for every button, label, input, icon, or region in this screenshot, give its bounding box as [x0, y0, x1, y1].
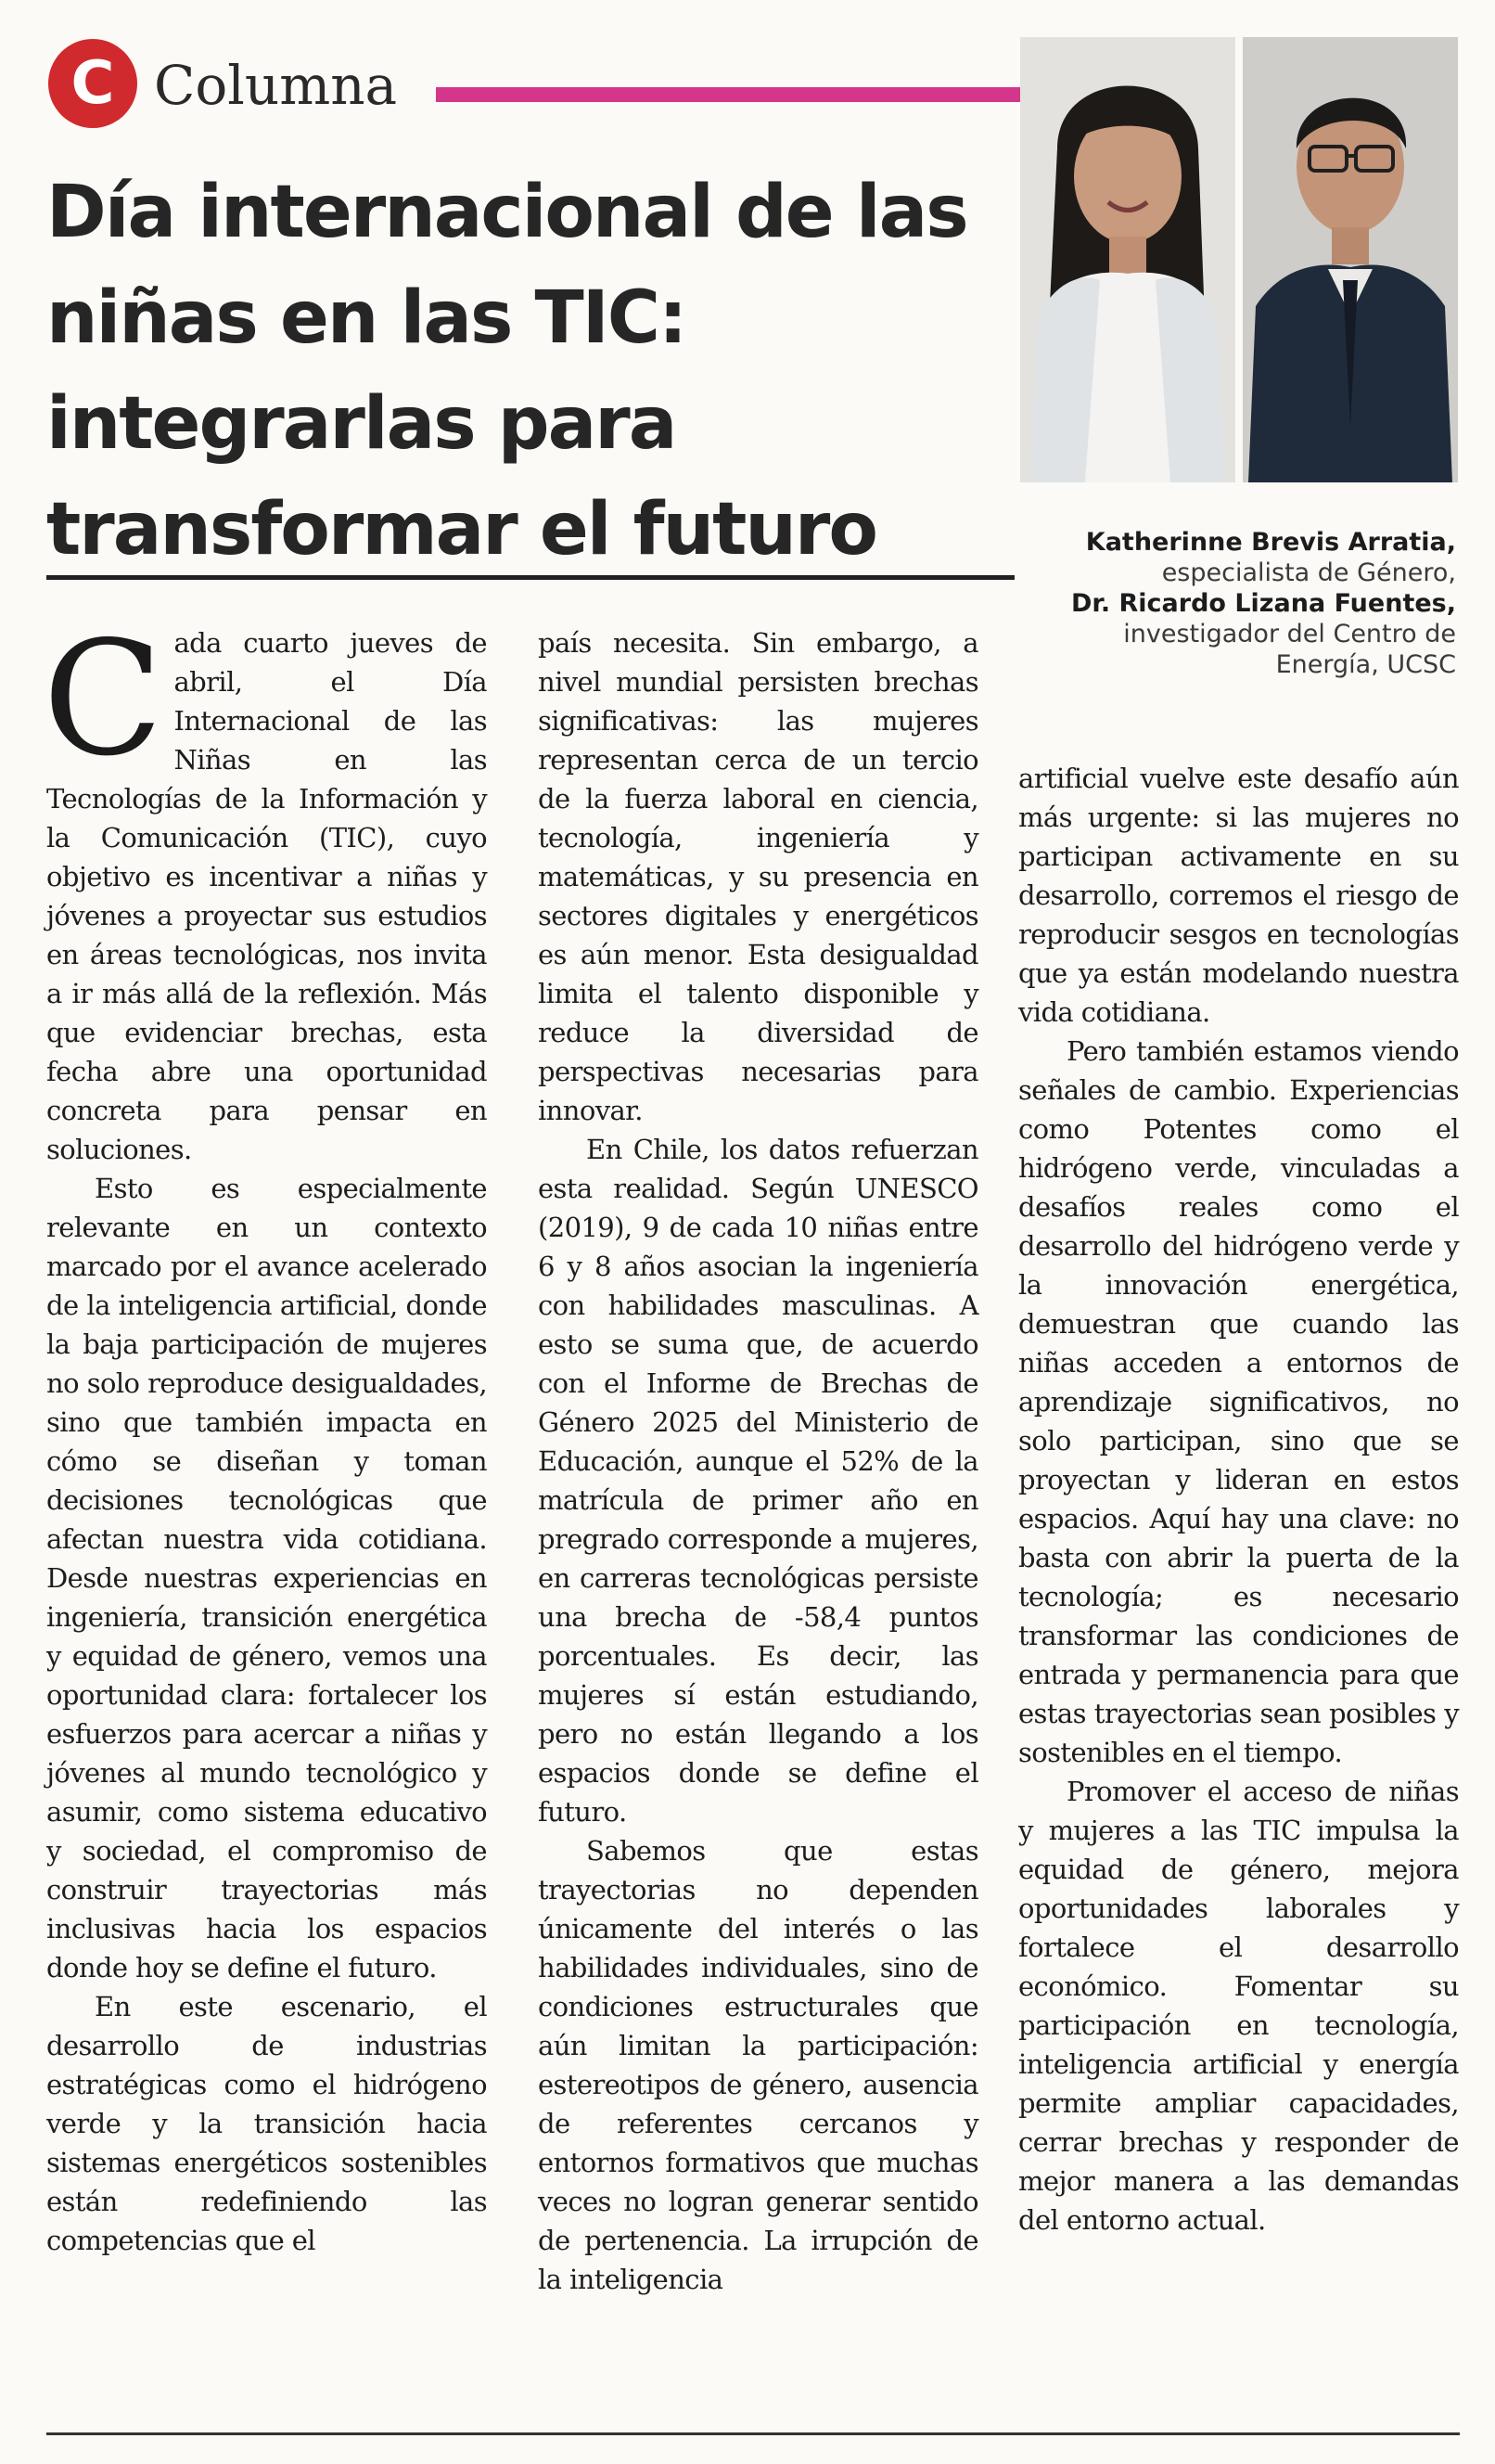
paragraph-2: Esto es especialmente relevante en un contexto marcado por el avance acelerado de la inteligencia artificial, donde la baja participación de mujeres no solo reproduce desigualdades, sino que también impacta en cómo se diseñan y toman decisiones tecnológicas que afectan nuestra vida cotidiana. Desde nuestras experiencias en ingeniería, transición energética y equidad de género, vemos una oportunidad clara: fortalecer los esfuerzos para acercar a niñas y jóvenes al mundo tecnológico y asumir, como sistema educativo y sociedad, el compromiso de construir trayectorias más inclusivas hacia los espacios donde hoy se define el futuro. — [46, 1173, 487, 1983]
article-headline: Día internacional de las niñas en las TIC: integrarlas para transformar el futuro — [46, 171, 967, 571]
author-role-2: investigador del Centro de Energía, UCSC — [1123, 620, 1456, 679]
article-column-3 — [1018, 759, 1459, 2239]
author-name-1: Katherinne Brevis Arratia, — [1085, 528, 1456, 557]
author-photo-woman — [1020, 37, 1235, 482]
paragraph-8: Pero también estamos viendo señales de cambio. Experiencias como Potentes como el hidrógeno verde, vinculadas a desafíos reales como el desarrollo del hidrógeno verde y la innovación energética, demuestran que cuando las niñas acceden a entornos de aprendizaje significativos, no solo participan, sino que se proyectan y lideran en estos espacios. Aquí hay una clave: no basta con abrir la puerta de la tecnología; es necesario transformar las condiciones de entrada y permanencia para que estas trayectorias sean posibles y sostenibles en el tiempo. — [1018, 1035, 1459, 1768]
paragraph-6: Sabemos que estas trayectorias no dependen únicamente del interés o las habilidades individuales, sino de condiciones estructurales que aún limitan la participación: estereotipos de género, ausencia de referentes cercanos y entornos formativos que muchas veces no logran generar sentido de pertenencia. La irrupción de la inteligencia — [538, 1835, 978, 2295]
author-credits — [1020, 527, 1456, 680]
section-logo — [48, 39, 137, 128]
dropcap: C — [43, 608, 163, 791]
accent-bar — [436, 87, 1022, 102]
paragraph-7: artificial vuelve este desafío aún más urgente: si las mujeres no participan activamente en su desarrollo, corremos el riesgo de reproducir sesgos en tecnologías que ya están modelando nuestra vida cotidiana. — [1018, 763, 1459, 1028]
man-portrait-icon — [1243, 37, 1458, 482]
paragraph-9: Promover el acceso de niñas y mujeres a las TIC impulsa la equidad de género, mejora oportunidades laborales y fortalece el desarrollo económico. Fomentar su participación en tecnología, inteligencia artificial y energía permite ampliar capacidades, cerrar brechas y responder de mejor manera a las demandas del entorno actual. — [1018, 1776, 1459, 2236]
paragraph-3: En este escenario, el desarrollo de industrias estratégicas como el hidrógeno verde y la transición hacia sistemas energéticos sostenibles están redefiniendo las competencias que el — [46, 1991, 487, 2256]
woman-portrait-icon — [1020, 37, 1235, 482]
paragraph-5: En Chile, los datos refuerzan esta realidad. Según UNESCO (2019), 9 de cada 10 niñas entre 6 y 8 años asocian la ingeniería con habilidades masculinas. A esto se suma que, de acuerdo con el Informe de Brechas de Género 2025 del Ministerio de Educación, aunque el 52% de la matrícula de primer año en pregrado corresponde a mujeres, en carreras tecnológicas persiste una brecha de -58,4 puntos porcentuales. Es decir, las mujeres sí están estudiando, pero no están llegando a los espacios donde se define el futuro. — [538, 1134, 978, 1828]
paragraph-1 — [43, 608, 487, 1169]
author-photo-man — [1243, 37, 1458, 482]
logo-letter: C — [70, 49, 115, 118]
bottom-divider — [46, 2432, 1460, 2435]
author-role-1: especialista de Género, — [1161, 558, 1456, 587]
article-column-2 — [538, 623, 978, 2299]
author-name-2: Dr. Ricardo Lizana Fuentes, — [1070, 589, 1456, 618]
article-column-1 — [43, 608, 487, 2260]
paragraph-1-text: ada cuarto jueves de abril, el Día Internacional de las Niñas en las Tecnologías de la Información y la Comunicación (TIC), cuyo objetivo es incentivar a niñas y jóvenes a proyectar sus estudios en áreas tecnológicas, nos invita a ir más allá de la reflexión. Más que evidenciar brechas, esta fecha abre una oportunidad concreta para pensar en soluciones. — [46, 627, 487, 1165]
headline-divider — [46, 575, 1015, 580]
paragraph-4: país necesita. Sin embargo, a nivel mundial persisten brechas significativas: las mujeres representan cerca de un tercio de la fuerza laboral en ciencia, tecnología, ingeniería y matemáticas, y su presencia en sectores digitales y energéticos es aún menor. Esta desigualdad limita el talento disponible y reduce la diversidad de perspectivas necesarias para innovar. — [538, 627, 978, 1126]
section-label: Columna — [154, 54, 398, 117]
